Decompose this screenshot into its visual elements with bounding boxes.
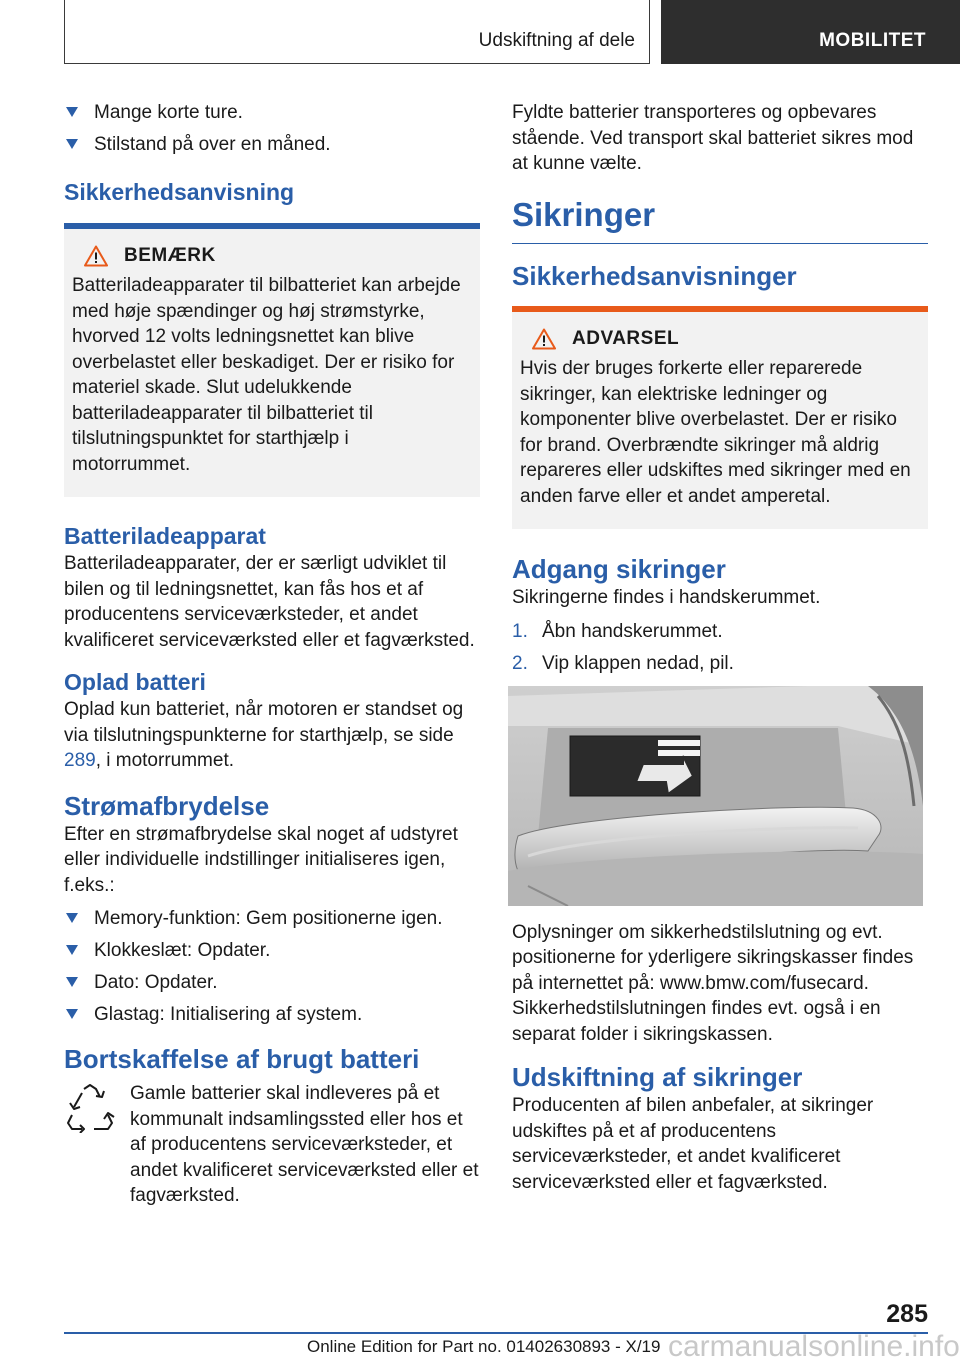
header-chapter-tab	[661, 0, 960, 64]
right-column	[512, 100, 928, 1195]
warning-title: ADVARSEL	[520, 326, 920, 352]
bullet-triangle-icon	[66, 913, 78, 923]
list-item: Memory-funktion: Gem positionerne igen.	[64, 906, 480, 931]
recycle-icon	[64, 1081, 130, 1209]
page-link-289[interactable]: 289	[64, 750, 96, 771]
warning-triangle-icon	[532, 328, 556, 350]
udskiftning-text: Producenten af bilen anbefaler, at sikringer udskiftes på et af producentens serviceværksteder, et andet kvalificeret serviceværksted eller et fagværksted.	[512, 1095, 874, 1193]
heading-sikkerhedsanvisninger: Sikkerhedsanvisninger	[512, 261, 797, 291]
heading-sikringer: Sikringer	[512, 195, 656, 233]
glovebox-illustration	[508, 686, 923, 906]
list-item: Stilstand på over en måned.	[64, 132, 480, 157]
transport-text: Fyldte batterier transporteres og opbevares stående. Ved transport skal batteriet sikres mod at kunne vælte.	[512, 102, 914, 174]
batteriladeapparat-text: Batteriladeapparater, der er særligt udviklet til bilen og til ledningsnettet, kan fås hos et af producentens serviceværksteder, et andet kvalificeret serviceværksted eller et fagværksted.	[64, 553, 475, 651]
heading-rule	[512, 243, 928, 245]
heading-adgang-sikringer: Adgang sikringer	[512, 554, 726, 584]
warning-box	[512, 306, 928, 529]
bullet-triangle-icon	[66, 945, 78, 955]
header-section-title: Udskiftning af dele	[478, 30, 635, 51]
recycle-block	[64, 1081, 480, 1209]
bullet-list-stroem	[64, 906, 480, 1027]
info-text: Oplysninger om sikkerhedstilslutning og evt. positionerne for yderligere sikringskasser findes på internettet på: www.bmw.com/fusecard.	[512, 921, 914, 994]
heading-bortskaffelse: Bortskaffelse af brugt batteri	[64, 1044, 420, 1074]
notice-box	[64, 223, 480, 497]
notice-text: Batteriladeapparater til bilbatteriet kan arbejde med høje spændinger og høj strømstyrke, hvorved 12 volts ledningsnettet kan blive overbelastet eller beskadiget. Der er risiko for materiel skade. Slut udelukkende batteriladeapparater til bilbatteriet til tilslutningspunktet for starthjælp i motorrummet.	[72, 275, 461, 475]
header-section-box	[64, 0, 650, 64]
bullet-triangle-icon	[66, 1009, 78, 1019]
warning-triangle-icon	[84, 245, 108, 267]
footer-watermark: carmanualsonline.info	[668, 1330, 960, 1362]
page-number: 285	[886, 1300, 928, 1328]
bullet-triangle-icon	[66, 139, 78, 149]
list-item: 2. Vip klappen nedad, pil.	[512, 652, 734, 674]
adgang-text: Sikringerne findes i handskerummet.	[512, 587, 821, 608]
header-chapter-title: MOBILITET	[819, 30, 926, 51]
warning-text: Hvis der bruges forkerte eller reparerede sikringer, kan elektriske ledninger og komponenter blive overbelastet. Der er risiko for brand. Overbrændte sikringer må aldrig repareres eller udskiftes med sikringer med en anden farve eller et andet amperetal.	[520, 358, 911, 507]
heading-udskiftning: Udskiftning af sikringer	[512, 1062, 803, 1092]
stroemafbrydelse-text: Efter en strømafbrydelse skal noget af udstyret eller individuelle indstillinger initialiseres igen, f.eks.:	[64, 823, 458, 896]
left-column	[64, 100, 480, 1209]
oplad-batteri-text: Oplad kun batteriet, når motoren er standset og via tilslutningspunkterne for starthjælp, se side 289, i motorrummet.	[64, 699, 464, 771]
list-item: Glastag: Initialisering af system.	[64, 1002, 480, 1027]
bortskaffelse-text: Gamle batterier skal indleveres på et kommunalt indsamlingssted eller hos et af producentens serviceværksteder, et andet kvalificeret serviceværksted eller et fagværksted.	[130, 1083, 479, 1206]
heading-oplad-batteri: Oplad batteri	[64, 669, 206, 695]
heading-batteriladeapparat: Batteriladeapparat	[64, 523, 266, 549]
bullet-triangle-icon	[66, 977, 78, 987]
footer-edition: Online Edition for Part no. 01402630893 - X/19	[307, 1337, 661, 1356]
step-list	[512, 619, 928, 676]
list-item: Mange korte ture.	[64, 100, 480, 125]
list-item: Klokkeslæt: Opdater.	[64, 938, 480, 963]
list-item: 1. Åbn handskerummet.	[512, 620, 723, 642]
notice-title: BEMÆRK	[72, 243, 472, 269]
heading-sikkerhedsanvisning: Sikkerhedsanvisning	[64, 179, 295, 205]
info-text-2: Sikkerhedstilslutningen findes evt. også i en separat folder i sikringskassen.	[512, 998, 881, 1045]
list-item: Dato: Opdater.	[64, 970, 480, 995]
bullet-triangle-icon	[66, 107, 78, 117]
bullet-list-top	[64, 100, 480, 157]
heading-stroemafbrydelse: Strømafbrydelse	[64, 790, 270, 821]
